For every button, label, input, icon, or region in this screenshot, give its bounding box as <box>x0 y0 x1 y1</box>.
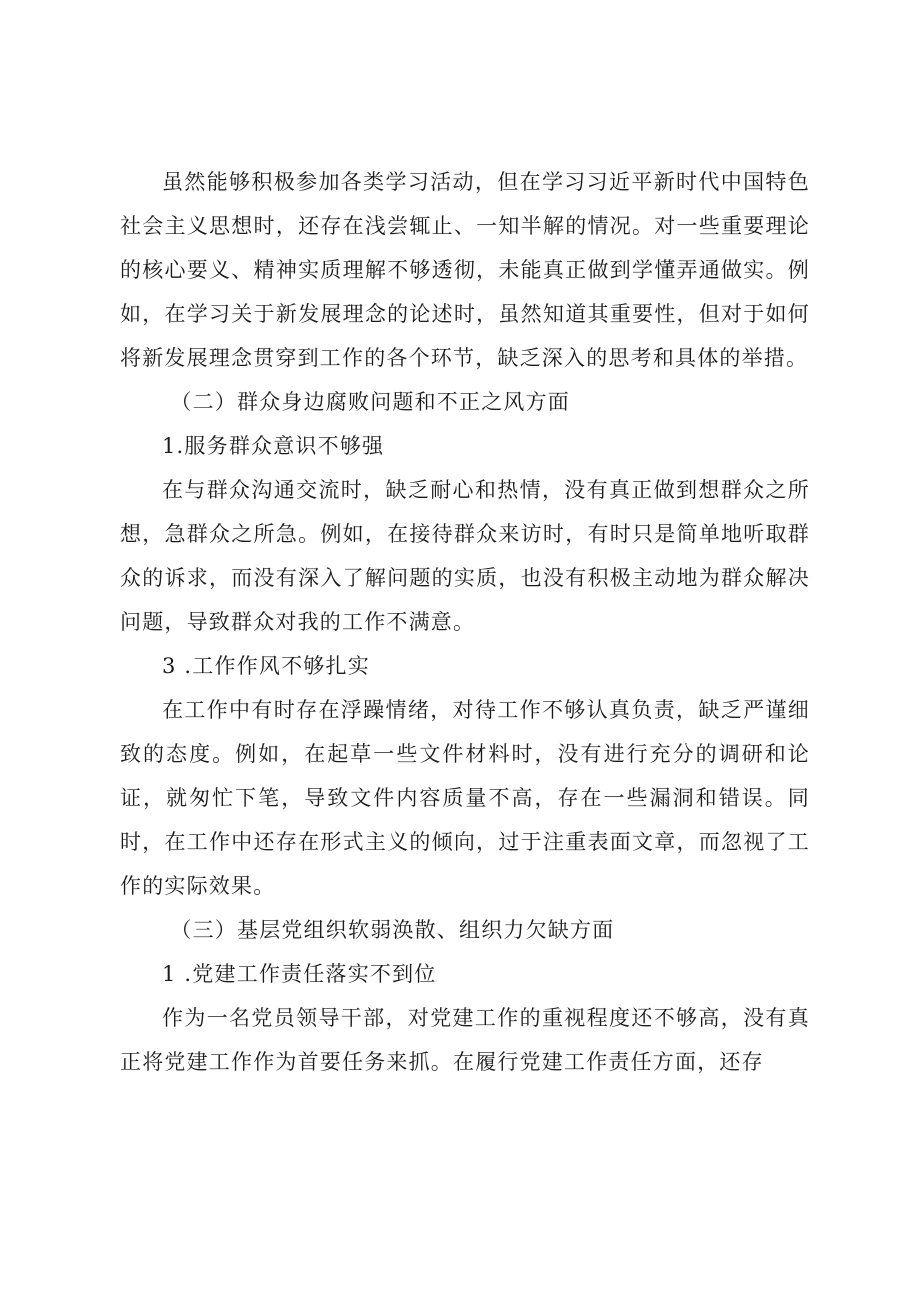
section-heading-3: （三）基层党组织软弱涣散、组织力欠缺方面 <box>170 918 615 942</box>
document-page <box>120 160 810 1084</box>
subheading-party-building: 1 .党建工作责任落实不到位 <box>162 962 437 986</box>
paragraph-service-awareness: 在与群众沟通交流时，缺乏耐心和热情，没有真正做到想群众之所想，急群众之所急。例如，在接待群众来访时，有时只是简单地听取群众的诉求，而没有深入了解问题的实质，也没有积极主动地为群众解决问题，导致群众对我的工作不满意。 <box>120 478 810 634</box>
subheading-work-style: 3 .工作作风不够扎实 <box>162 654 370 678</box>
paragraph-work-style: 在工作中有时存在浮躁情绪，对待工作不够认真负责，缺乏严谨细致的态度。例如，在起草一些文件材料时，没有进行充分的调研和论证，就匆忙下笔，导致文件内容质量不高，存在一些漏洞和错误。同时，在工作中还存在形式主义的倾向，过于注重表面文章，而忽视了工作的实际效果。 <box>120 698 810 898</box>
subheading-service-awareness: 1.服务群众意识不够强 <box>162 434 385 458</box>
paragraph-study: 虽然能够积极参加各类学习活动，但在学习习近平新时代中国特色社会主义思想时，还存在浅尝辄止、一知半解的情况。对一些重要理论的核心要义、精神实质理解不够透彻，未能真正做到学懂弄通做实。例如，在学习关于新发展理念的论述时，虽然知道其重要性，但对于如何将新发展理念贯穿到工作的各个环节，缺乏深入的思考和具体的举措。 <box>120 170 810 370</box>
paragraph-party-building: 作为一名党员领导干部，对党建工作的重视程度还不够高，没有真正将党建工作作为首要任务来抓。在履行党建工作责任方面，还存 <box>120 1006 810 1074</box>
section-heading-2: （二）群众身边腐败问题和不正之风方面 <box>170 390 570 414</box>
